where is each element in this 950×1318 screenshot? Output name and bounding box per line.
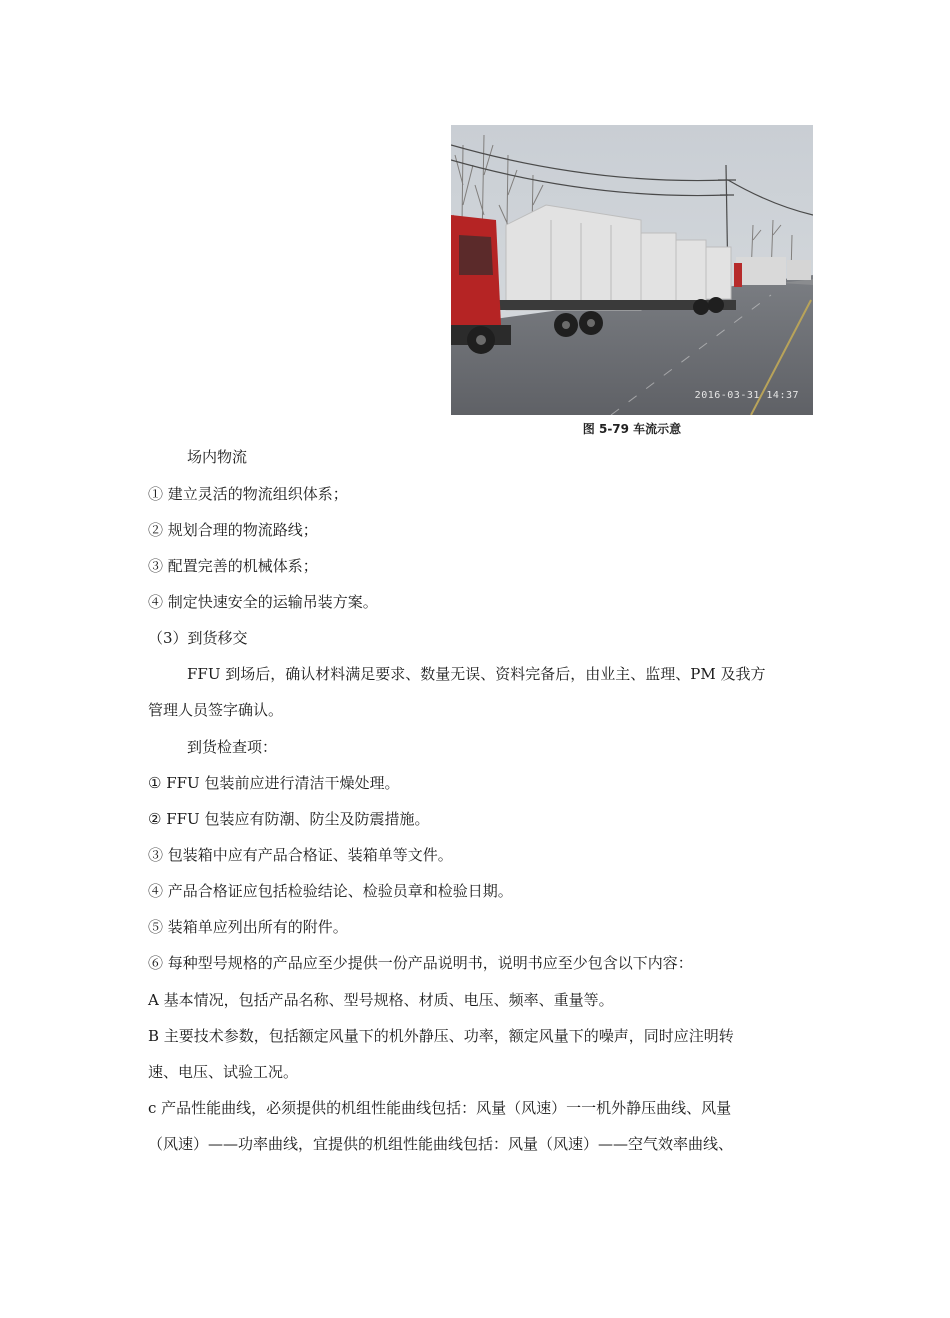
list-item: ② FFU 包装应有防潮、防尘及防震措施。 xyxy=(148,810,430,828)
paragraph-line: 速、电压、试验工况。 xyxy=(148,1063,299,1081)
list-item: ④ 制定快速安全的运输吊装方案。 xyxy=(148,593,378,611)
paragraph-line: 管理人员签字确认。 xyxy=(148,701,284,719)
photo-timestamp: 2016-03-31 14:37 xyxy=(694,390,799,401)
section-heading: 场内物流 xyxy=(187,448,248,466)
list-item: ① 建立灵活的物流组织体系； xyxy=(148,485,348,503)
paragraph-line: （风速）——功率曲线，宜提供的机组性能曲线包括：风量（风速）——空气效率曲线、 xyxy=(148,1135,734,1153)
list-item: ③ 配置完善的机械体系； xyxy=(148,557,318,575)
list-item: ⑥ 每种型号规格的产品应至少提供一份产品说明书，说明书应至少包含以下内容： xyxy=(148,954,693,972)
paragraph-line: B 主要技术参数，包括额定风量下的机外静压、功率，额定风量下的噪声，同时应注明转 xyxy=(148,1027,734,1045)
list-item: ④ 产品合格证应包括检验结论、检验员章和检验日期。 xyxy=(148,882,513,900)
paragraph-line: c 产品性能曲线，必须提供的机组性能曲线包括：风量（风速）一一机外静压曲线、风量 xyxy=(148,1099,732,1117)
list-item: ② 规划合理的物流路线； xyxy=(148,521,318,539)
list-item: ③ 包装箱中应有产品合格证、装箱单等文件。 xyxy=(148,846,453,864)
section-heading: （3）到货移交 xyxy=(148,629,248,647)
paragraph-line: FFU 到场后，确认材料满足要求、数量无误、资料完备后，由业主、监理、PM 及我方 xyxy=(187,665,766,683)
list-item: ⑤ 装箱单应列出所有的附件。 xyxy=(148,918,348,936)
truck-convoy-photo xyxy=(451,125,813,415)
list-item: ① FFU 包装前应进行清洁干燥处理。 xyxy=(148,774,400,792)
figure-caption: 图 5-79 车流示意 xyxy=(582,422,682,436)
truck-convoy-illustration xyxy=(451,125,813,415)
paragraph-line: A 基本情况，包括产品名称、型号规格、材质、电压、频率、重量等。 xyxy=(148,991,614,1009)
section-heading: 到货检查项： xyxy=(187,738,278,756)
